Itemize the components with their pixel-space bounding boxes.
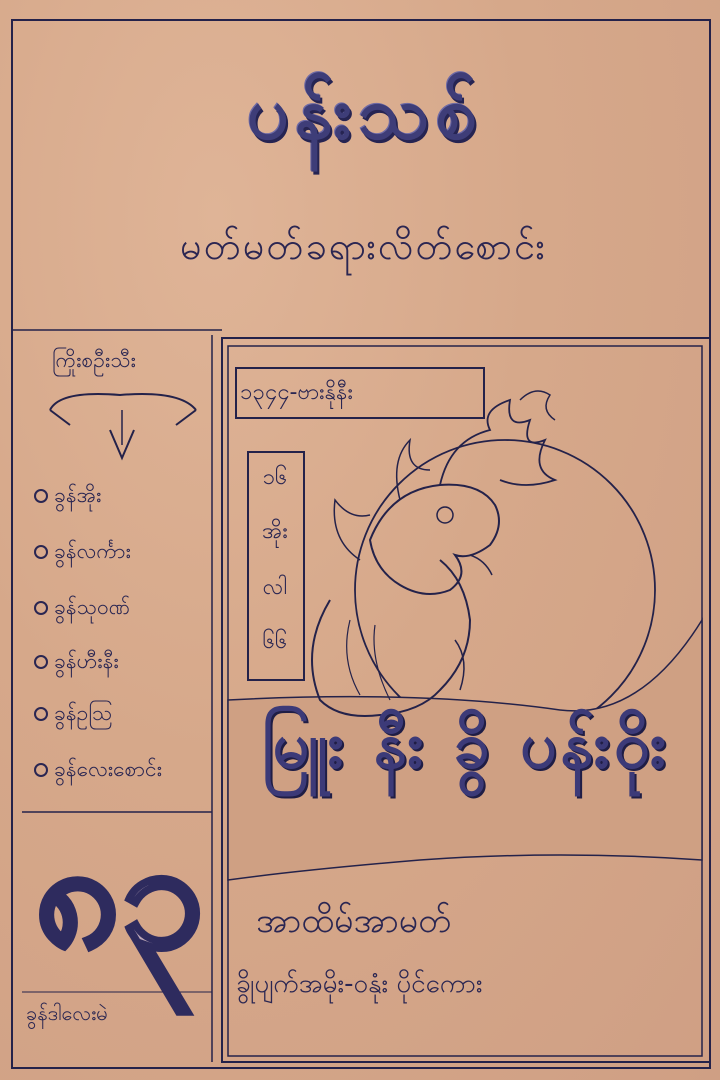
bullet-icon	[34, 601, 48, 615]
price-label: ခွန်ဒါ​လေးမဲ	[26, 1001, 108, 1025]
publisher-label: ခွိုပျက်အမိုး-ဝနုံး ပိုင်ကေား	[236, 969, 483, 999]
contributor-item: ခွန်ဟီးနီး	[34, 648, 119, 679]
vertical-label: ၁၆	[262, 465, 288, 490]
bullet-icon	[34, 655, 48, 669]
issue-year-label: ၁၃၄၄-ဗားနိုနီး	[240, 380, 353, 405]
contributor-item: ခွန်လင်္ကား	[34, 538, 131, 569]
series-label: အာထိမ်အာမတ်	[256, 901, 452, 941]
bullet-icon	[34, 707, 48, 721]
bullet-icon	[34, 545, 48, 559]
contributor-item: ခွန်ဥဩ	[34, 700, 112, 731]
vertical-label: ၆၆	[262, 629, 288, 654]
feature-banner: မြူး နီး ခွိ ပန်းဝိုး	[261, 709, 671, 783]
masthead-title	[60, 62, 670, 192]
magazine-subtitle: မတ်မတ်ခရားလိတ်စောင်း	[180, 224, 547, 268]
bullet-icon	[34, 763, 48, 777]
contributor-item: ခွန်အိုး	[34, 482, 101, 513]
contributors-heading: ကြိုးစဦးသီး	[52, 348, 136, 372]
contributor-item: ခွန်လေးစောင်း	[34, 756, 162, 787]
magazine-title: ပန်းသစ်	[246, 70, 484, 156]
issue-number: ၈၃	[34, 808, 206, 982]
contributor-item: ခွန်သုဝဏ်	[34, 594, 130, 625]
vertical-label: အိုး	[262, 519, 288, 544]
vertical-label: လါ	[262, 575, 288, 600]
bullet-icon	[34, 489, 48, 503]
